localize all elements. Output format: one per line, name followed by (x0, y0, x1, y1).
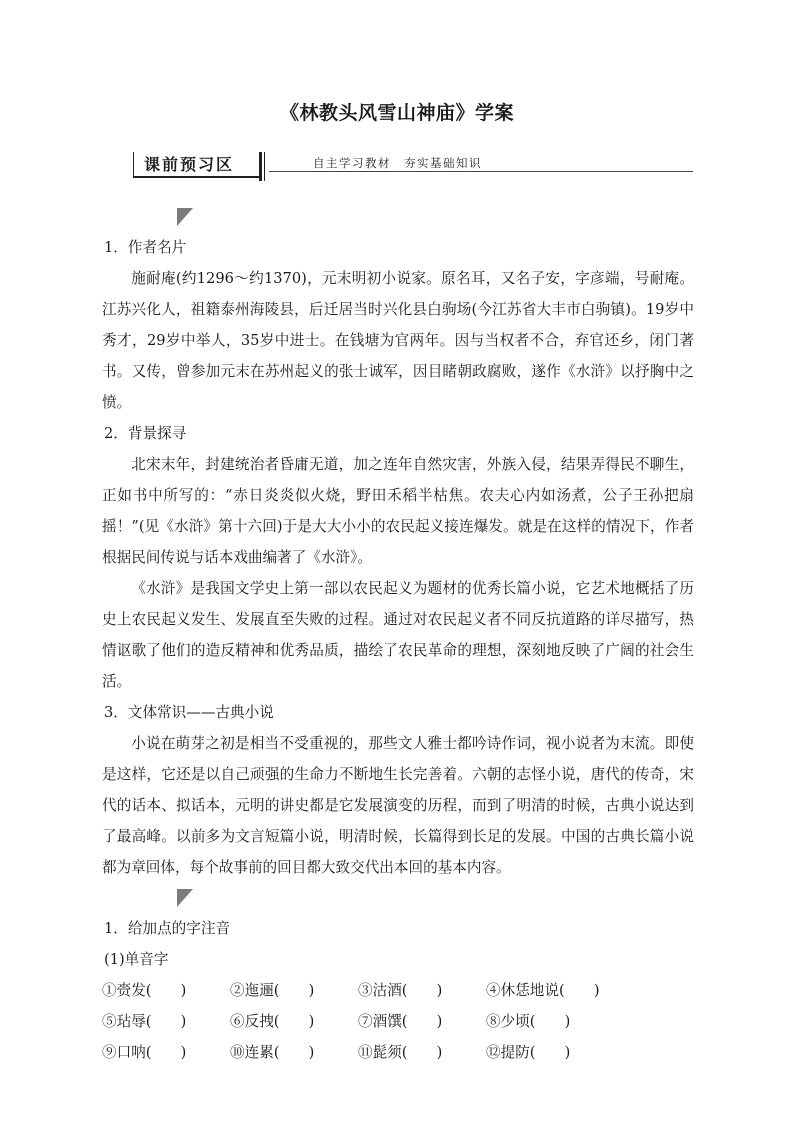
banner-label: 课前预习区 (133, 152, 259, 178)
fill-item[interactable]: ⑦酒馔( ) (358, 1013, 443, 1030)
fill-row (102, 1006, 694, 1037)
author-paragraph: 施耐庵(约1296～约1370)，元末明初小说家。原名耳，又名子安，字彦端，号耐庵。江苏兴化人，祖籍泰州海陵县，后迁居当时兴化县白驹场(今江苏省大丰市白驹镇)。19岁中秀才，29岁中举人，35岁中进士。在钱塘为官两年。因与当权者不合，弃官还乡，闭门著书。又传，曾参加元末在苏州起义的张士诚军，因目睹朝政腐败，遂作《水浒》以抒胸中之愤。 (102, 270, 694, 411)
genre-heading: 3．文体常识——古典小说 (104, 704, 274, 721)
genre-paragraph: 小说在萌芽之初是相当不受重视的，那些文人雅士都吟诗作词，视小说者为末流。即使是这样，它还是以自己顽强的生命力不断地生长完善着。六朝的志怪小说，唐代的传奇，宋代的话本、拟话本，元明的讲史都是它发展演变的历程，而到了明清的时候，古典小说达到了最高峰。以前多为文言短篇小说，明清时候，长篇得到长足的发展。中国的古典长篇小说都为章回体，每个故事前的回目都大致交代出本回的基本内容。 (102, 735, 694, 876)
tag-text-guide (103, 208, 193, 226)
fill-item[interactable]: ④休恁地说( ) (486, 982, 600, 999)
fill-item[interactable]: ⑧少顷( ) (486, 1013, 571, 1030)
fill-item[interactable]: ⑪髭须( ) (358, 1044, 443, 1061)
tag-self-review (103, 889, 193, 907)
author-heading: 1．作者名片 (104, 239, 187, 256)
tag-spacer (102, 883, 694, 913)
fill-item[interactable]: ⑩连累( ) (230, 1044, 315, 1061)
fill-item[interactable]: ⑤玷辱( ) (102, 1013, 187, 1030)
banner-divider-thin (264, 152, 265, 181)
background-heading: 2．背景探寻 (104, 425, 187, 442)
fill-item[interactable]: ⑨口呐( ) (102, 1044, 187, 1061)
tag-label: 自主梳理 (109, 891, 161, 904)
banner-rule (269, 171, 693, 172)
main-content (102, 232, 694, 1068)
fill-item[interactable]: ③沽酒( ) (358, 982, 443, 999)
fill-item[interactable]: ⑫提防( ) (486, 1044, 571, 1061)
section-banner (133, 152, 693, 182)
single-char-subheading: (1)单音字 (104, 951, 169, 968)
fill-item[interactable]: ①赍发( ) (102, 982, 187, 999)
fill-item[interactable]: ②迤逦( ) (230, 982, 315, 999)
background-paragraph-2: 《水浒》是我国文学史上第一部以农民起义为题材的优秀长篇小说，它艺术地概括了历史上农民起义发生、发展直至失败的过程。通过对农民起义者不同反抗道路的详尽描写，热情讴歌了他们的造反精神和优秀品质，描绘了农民革命的理想，深刻地反映了广阔的社会生活。 (102, 580, 694, 690)
banner-divider (259, 152, 262, 181)
fill-row (102, 1037, 694, 1068)
banner-subtitle: 自主学习教材 夯实基础知识 (313, 156, 482, 170)
tag-label: 文本助读 (109, 210, 161, 223)
fill-item[interactable]: ⑥反拽( ) (230, 1013, 315, 1030)
page-title: 《林教头风雪山神庙》学案 (279, 102, 514, 124)
background-paragraph-1: 北宋末年，封建统治者昏庸无道，加之连年自然灾害，外族入侵，结果弄得民不聊生，正如书中所写的：“赤日炎炎似火烧，野田禾稻半枯焦。农夫心内如汤煮，公子王孙把扇摇！”(见《水浒》第十六回)于是大大小小的农民起义接连爆发。就是在这样的情况下，作者根据民间传说与话本戏曲编著了《水浒》。 (102, 456, 694, 566)
pinyin-heading: 1．给加点的字注音 (104, 920, 231, 937)
fill-row (102, 975, 694, 1006)
